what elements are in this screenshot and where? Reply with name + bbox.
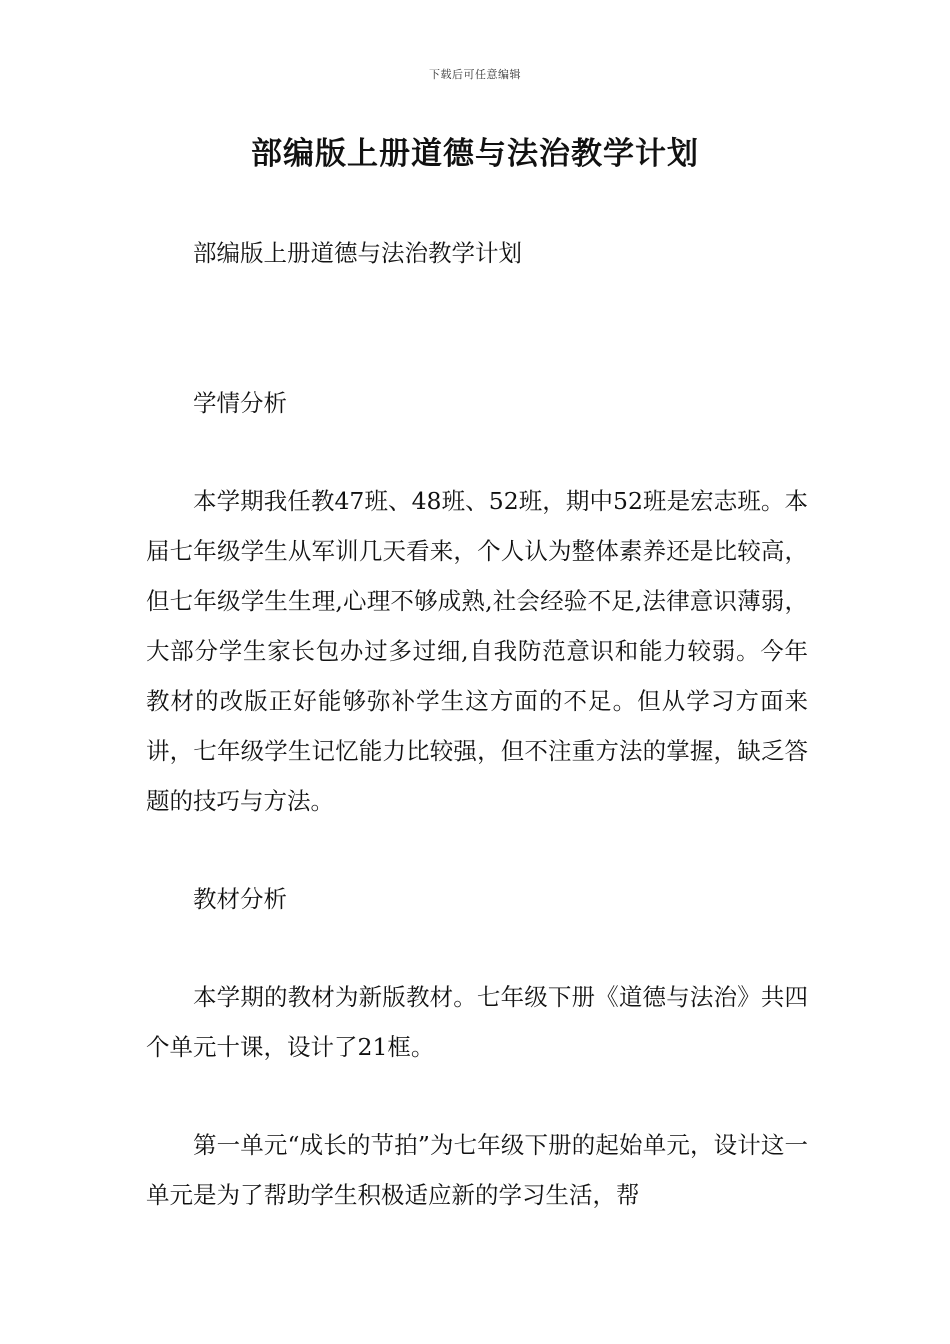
subtitle-paragraph: 部编版上册道德与法治教学计划: [193, 239, 522, 267]
header-note: 下载后可任意编辑: [429, 68, 521, 81]
spacer: [146, 1072, 808, 1120]
spacer: [146, 826, 808, 874]
spacer: [146, 278, 808, 378]
document-body: [146, 228, 808, 1220]
section-heading-xueqing: 学情分析: [193, 389, 287, 417]
spacer: [146, 924, 808, 972]
document-title: 部编版上册道德与法治教学计划: [251, 136, 699, 172]
body-paragraph-3: 第一单元“成长的节拍”为七年级下册的起始单元，设计这一单元是为了帮助学生积极适应新的学习生活，帮: [146, 1131, 808, 1209]
spacer: [146, 428, 808, 476]
body-paragraph-1: 本学期我任教47班、48班、52班，期中52班是宏志班。本届七年级学生从军训几天看来，个人认为整体素养还是比较高，但七年级学生生理,心理不够成熟,社会经验不足,法律意识薄弱，大部分学生家长包办过多过细,自我防范意识和能力较弱。今年教材的改版正好能够弥补学生这方面的不足。但从学习方面来讲，七年级学生记忆能力比较强，但不注重方法的掌握，缺乏答题的技巧与方法。: [146, 487, 808, 815]
body-paragraph-2: 本学期的教材为新版教材。七年级下册《道德与法治》共四个单元十课，设计了21框。: [146, 983, 808, 1061]
section-heading-jiaocai: 教材分析: [193, 885, 287, 913]
